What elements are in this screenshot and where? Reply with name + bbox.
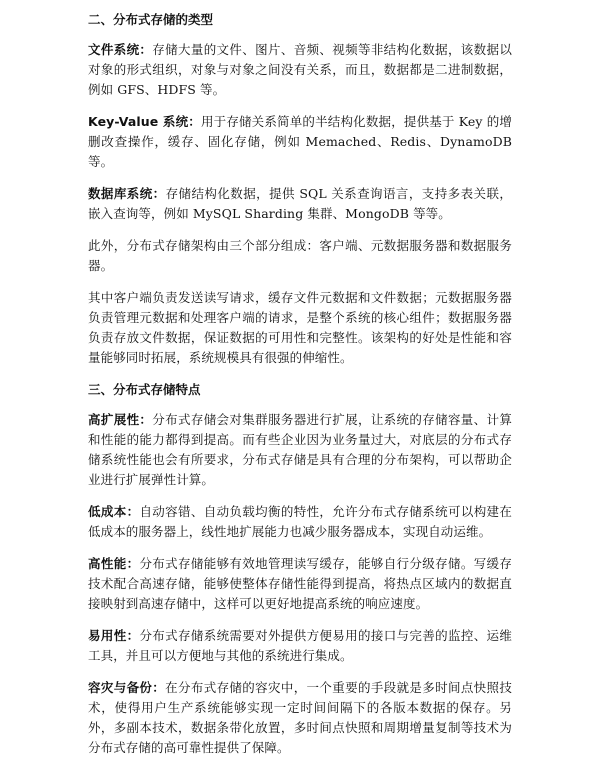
term-description: 自动容错、自动负载均衡的特性，允许分布式存储系统可以构建在低成本的服务器上，线性地扩展能力也减少服务器成本，实现自动运维。 xyxy=(88,504,513,539)
paragraph-disaster-recovery xyxy=(88,678,512,758)
term-description: 存储大量的文件、图片、音频、视频等非结构化数据，该数据以对象的形式组织，对象与对象之间没有关系，而且，数据都是二进制数据，例如 GFS、HDFS 等。 xyxy=(88,42,512,97)
section-heading-types: 二、分布式存储的类型 xyxy=(88,12,214,27)
term-label: 高扩展性： xyxy=(88,412,153,427)
term-description: 存储结构化数据，提供 SQL 关系查询语言，支持多表关联，嵌入查询等，例如 MySQL Sharding 集群、MongoDB 等等。 xyxy=(88,186,512,221)
term-label: Key-Value 系统： xyxy=(88,114,201,129)
paragraph-key-value xyxy=(88,112,512,172)
paragraph-database-system xyxy=(88,184,512,224)
paragraph-usability xyxy=(88,626,512,666)
term-description: 在分布式存储的容灾中，一个重要的手段就是多时间点快照技术，使得用户生产系统能够实现一定时间间隔下的各版本数据的保存。另外，多副本技术，数据条带化放置，多时间点快照和周期增量复制等技术为分布式存储的高可靠性提供了保障。 xyxy=(88,680,512,755)
term-label: 易用性： xyxy=(88,628,140,643)
term-description: 用于存储关系简单的半结构化数据，提供基于 Key 的增删改查操作，缓存、固化存储，例如 Memached、Redis、DynamoDB 等。 xyxy=(88,114,512,169)
paragraph-scalability xyxy=(88,410,512,490)
term-description: 分布式存储系统需要对外提供方便易用的接口与完善的监控、运维工具，并且可以方便地与其他的系统进行集成。 xyxy=(88,628,513,663)
term-label: 高性能： xyxy=(88,556,140,571)
term-description: 分布式存储能够有效地管理读写缓存，能够自行分级存储。写缓存技术配合高速存储，能够使整体存储性能得到提高，将热点区域内的数据直接映射到高速存储中，这样可以更好地提高系统的响应速度。 xyxy=(88,556,513,611)
paragraph-architecture-detail: 其中客户端负责发送读写请求，缓存文件元数据和文件数据；元数据服务器负责管理元数据和处理客户端的请求，是整个系统的核心组件；数据服务器负责存放文件数据，保证数据的可用性和完整性。该架构的好处是性能和容量能够同时拓展，系统规模具有很强的伸缩性。 xyxy=(88,290,512,365)
term-label: 容灾与备份： xyxy=(88,680,166,695)
paragraph-high-performance xyxy=(88,554,512,614)
paragraph-architecture-intro: 此外，分布式存储架构由三个部分组成：客户端、元数据服务器和数据服务器。 xyxy=(88,238,512,273)
term-description: 分布式存储会对集群服务器进行扩展，让系统的存储容量、计算和性能的能力都得到提高。而有些企业因为业务量过大，对底层的分布式存储系统性能也会有所要求，分布式存储是具有合理的分布架构，可以帮助企业进行扩展弹性计算。 xyxy=(88,412,512,487)
section-heading-features: 三、分布式存储特点 xyxy=(88,382,201,397)
term-label: 低成本： xyxy=(88,504,140,519)
paragraph-low-cost xyxy=(88,502,512,542)
term-label: 数据库系统： xyxy=(88,186,166,201)
term-label: 文件系统： xyxy=(88,42,153,57)
paragraph-file-system xyxy=(88,40,512,100)
